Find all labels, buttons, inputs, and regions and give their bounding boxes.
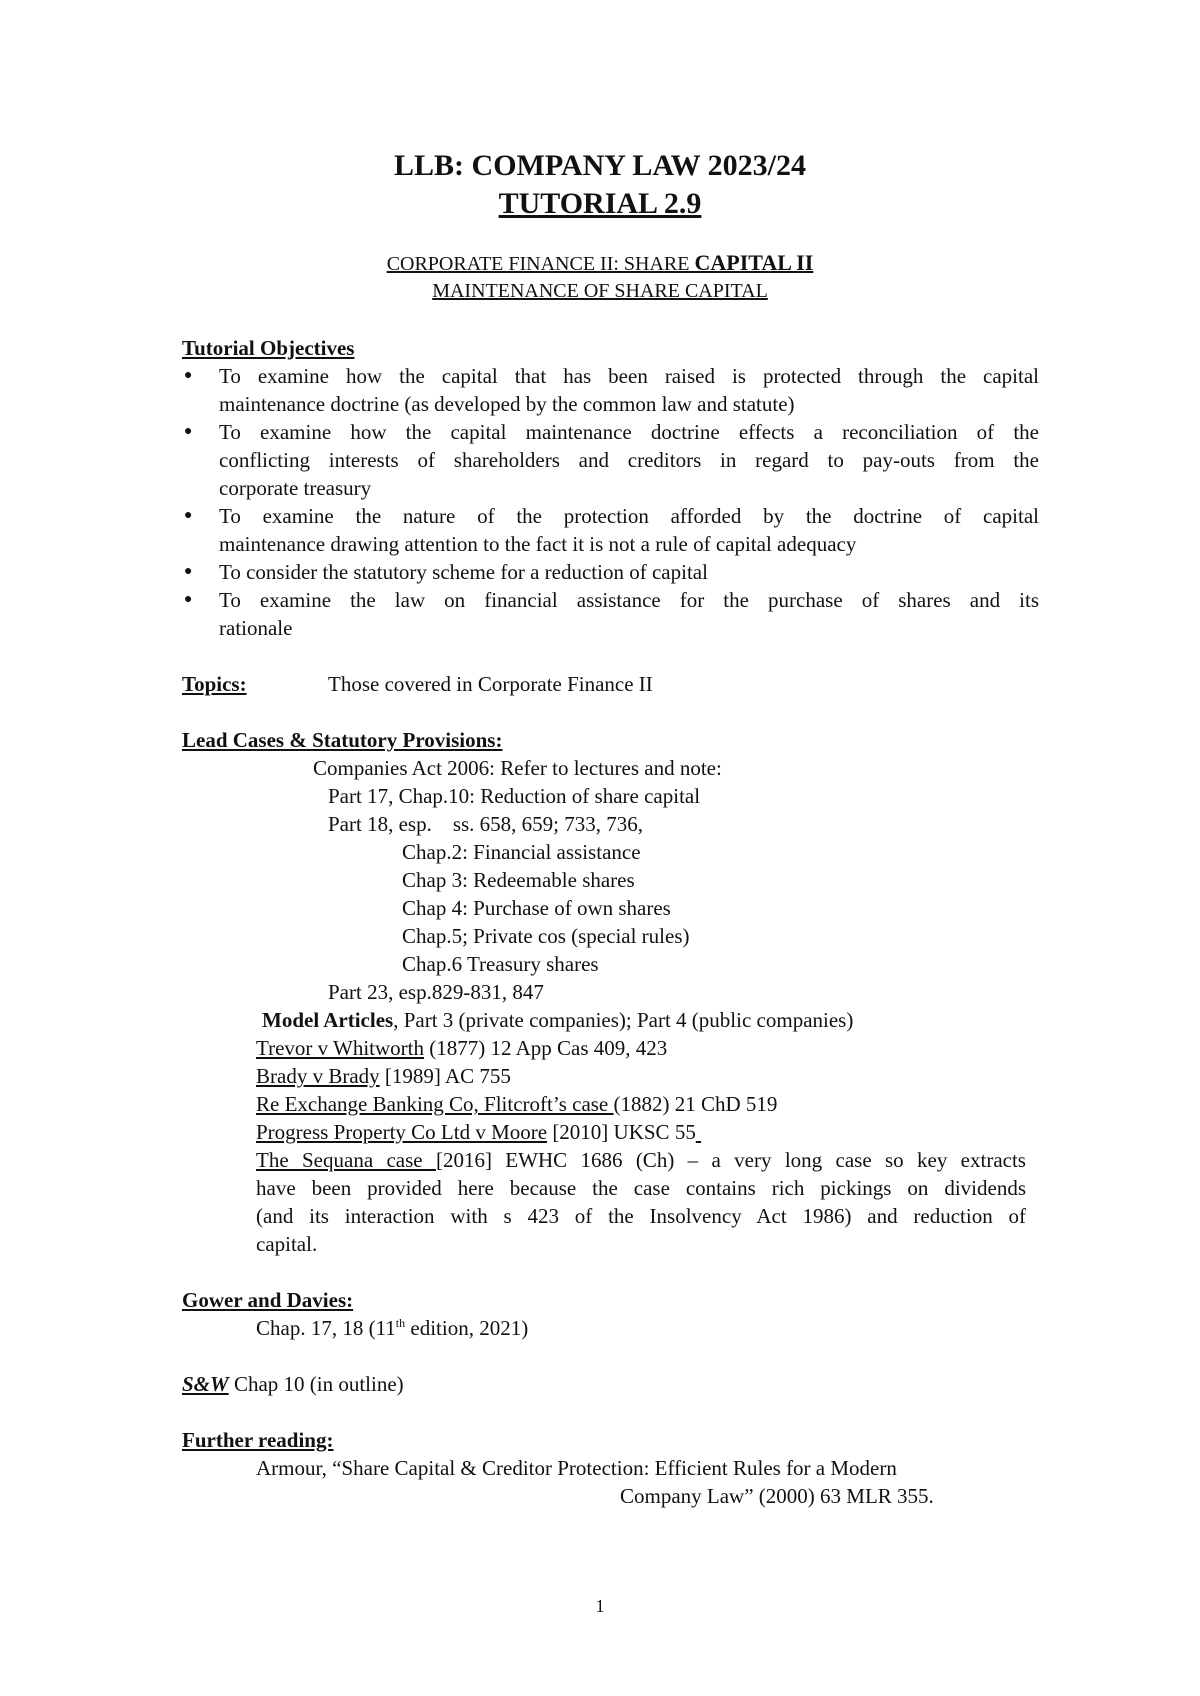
- case-cite: (1877) 12 App Cas 409, 423: [424, 1036, 668, 1060]
- tutorial-number: TUTORIAL 2.9: [498, 187, 702, 220]
- document-title: LLB: COMPANY LAW 2023/24: [394, 149, 806, 182]
- objective-line: rationale: [219, 616, 293, 640]
- sequana-line: [256, 1146, 1026, 1174]
- bullet-icon: ●: [184, 424, 193, 439]
- case-name: Progress Property Co Ltd v Moore: [256, 1120, 548, 1144]
- sequana-case-name: The Sequana case: [256, 1148, 436, 1172]
- further-reading-line: Armour, “Share Capital & Creditor Protection: Efficient Rules for a Modern: [256, 1456, 897, 1480]
- objective-line: To examine the law on financial assistance for the purchase of shares and its: [219, 588, 1039, 612]
- sequana-line: (and its interaction with s 423 of the Insolvency Act 1986) and reduction of: [256, 1204, 1026, 1228]
- case-name: Trevor v Whitworth: [256, 1036, 424, 1060]
- bullet-icon: ●: [184, 368, 193, 383]
- lead-cases-heading: Lead Cases & Statutory Provisions:: [182, 728, 503, 752]
- chap-6-line: Chap.6 Treasury shares: [402, 952, 599, 976]
- objective-line: maintenance doctrine (as developed by the common law and statute): [219, 392, 795, 416]
- objective-line: corporate treasury: [219, 476, 372, 500]
- subtitle-corporate-finance: [0, 250, 1200, 277]
- case-name: Re Exchange Banking Co, Flitcroft’s case: [256, 1092, 614, 1116]
- gower-text-b: edition, 2021): [405, 1316, 529, 1340]
- further-reading-line: Company Law” (2000) 63 MLR 355.: [620, 1484, 934, 1508]
- case-citation: [256, 1090, 777, 1118]
- gower-text: [256, 1314, 528, 1342]
- objective-line: maintenance drawing attention to the fact it is not a rule of capital adequacy: [219, 532, 857, 556]
- bullet-icon: ●: [184, 564, 193, 579]
- companies-act-line: Companies Act 2006: Refer to lectures and note:: [313, 756, 722, 780]
- part-18-line: Part 18, esp. ss. 658, 659; 733, 736,: [328, 812, 643, 836]
- gower-text-a: Chap. 17, 18 (11: [256, 1316, 396, 1340]
- chap-5-line: Chap.5; Private cos (special rules): [402, 924, 690, 948]
- sw-reference: [182, 1370, 404, 1398]
- sequana-line: capital.: [256, 1232, 318, 1256]
- topics-label: Topics:: [182, 672, 247, 696]
- further-reading-heading: Further reading:: [182, 1428, 334, 1452]
- bullet-icon: ●: [184, 592, 193, 607]
- case-cite: [1989] AC 755: [379, 1064, 511, 1088]
- model-articles-text: , Part 3 (private companies); Part 4 (public companies): [393, 1008, 854, 1032]
- case-citation: [256, 1034, 667, 1062]
- part-23-line: Part 23, esp.829-831, 847: [328, 980, 544, 1004]
- model-articles-label: Model Articles: [262, 1008, 394, 1032]
- subtitle-part-b: CAPITAL II: [694, 250, 814, 275]
- chap-3-line: Chap 3: Redeemable shares: [402, 868, 635, 892]
- gower-superscript: th: [395, 1316, 406, 1330]
- model-articles-line: [262, 1006, 853, 1034]
- objective-line: To examine how the capital that has been raised is protected through the capital: [219, 364, 1039, 388]
- trailing-underline: [696, 1120, 701, 1144]
- part-17-line: Part 17, Chap.10: Reduction of share capital: [328, 784, 701, 808]
- objective-line: To examine how the capital maintenance doctrine effects a reconciliation of the: [219, 420, 1039, 444]
- sequana-line: have been provided here because the case contains rich pickings on dividends: [256, 1176, 1026, 1200]
- objective-line: conflicting interests of shareholders and creditors in regard to pay-outs from the: [219, 448, 1039, 472]
- sequana-text: [2016] EWHC 1686 (Ch) – a very long case so key extracts: [435, 1148, 1026, 1172]
- objective-line: To consider the statutory scheme for a reduction of capital: [219, 560, 708, 584]
- chap-2-line: Chap.2: Financial assistance: [402, 840, 641, 864]
- subtitle-part-a: CORPORATE FINANCE II: SHARE: [386, 253, 695, 275]
- sw-label: S&W: [182, 1372, 229, 1396]
- subtitle-maintenance: MAINTENANCE OF SHARE CAPITAL: [432, 280, 768, 302]
- case-citation: [256, 1118, 701, 1146]
- case-cite: (1882) 21 ChD 519: [613, 1092, 778, 1116]
- case-cite: [2010] UKSC 55: [547, 1120, 696, 1144]
- objective-line: To examine the nature of the protection afforded by the doctrine of capital: [219, 504, 1039, 528]
- objectives-heading: Tutorial Objectives: [182, 336, 355, 360]
- case-name: Brady v Brady: [256, 1064, 380, 1088]
- case-citation: [256, 1062, 511, 1090]
- topics-text: Those covered in Corporate Finance II: [328, 672, 653, 696]
- gower-heading: Gower and Davies:: [182, 1288, 354, 1312]
- chap-4-line: Chap 4: Purchase of own shares: [402, 896, 671, 920]
- sw-text: Chap 10 (in outline): [228, 1372, 404, 1396]
- page-number: 1: [595, 1596, 605, 1616]
- bullet-icon: ●: [184, 508, 193, 523]
